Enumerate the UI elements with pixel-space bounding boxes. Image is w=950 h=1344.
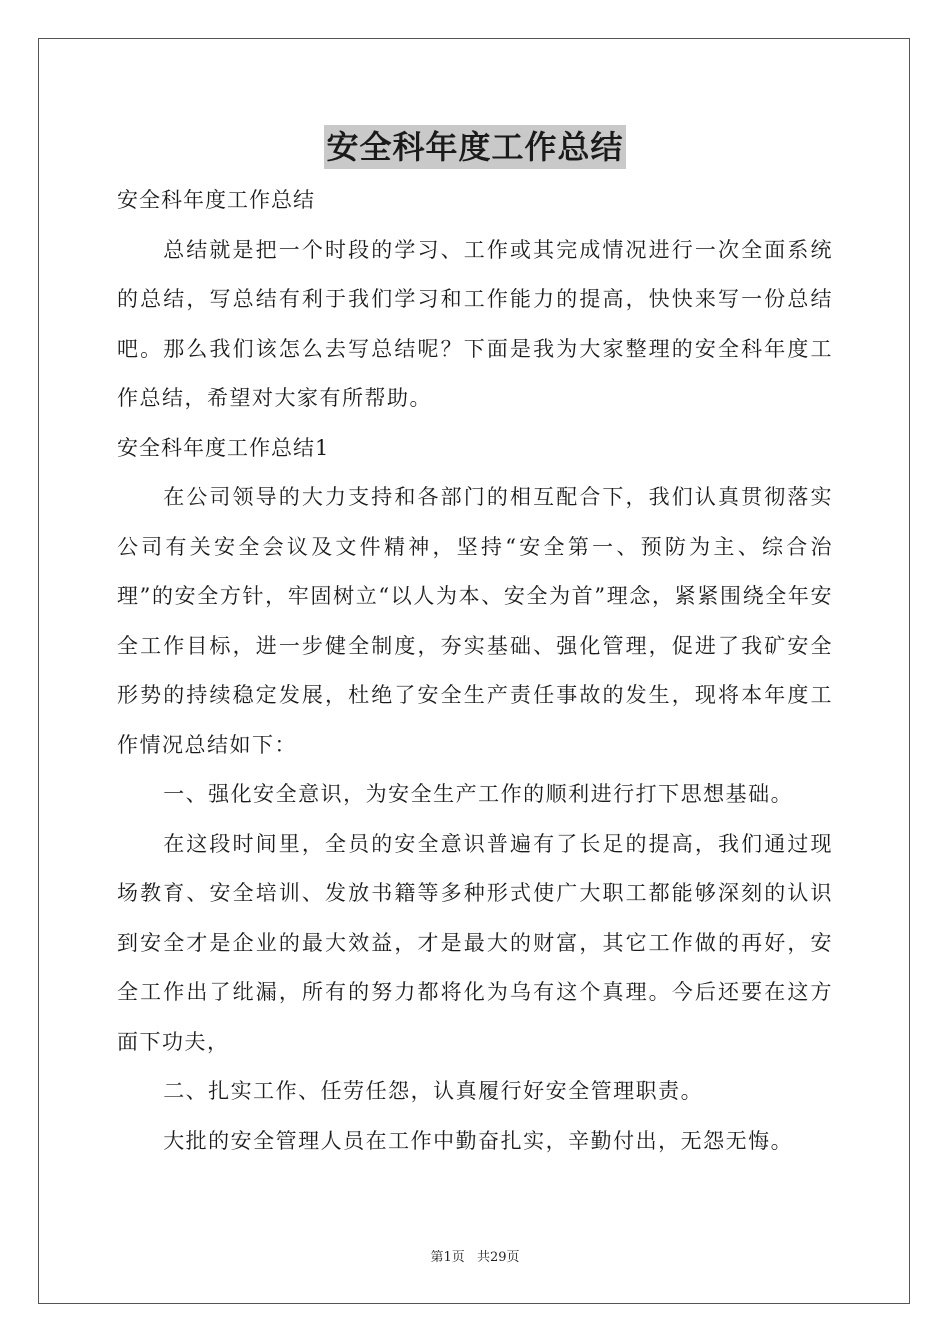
- body-paragraph: 大批的安全管理人员在工作中勤奋扎实，辛勤付出，无怨无悔。: [163, 1128, 794, 1153]
- page-footer: [0, 1246, 950, 1265]
- document-title: 安全科年度工作总结: [324, 125, 625, 169]
- point-heading: 一、强化安全意识，为安全生产工作的顺利进行打下思想基础。: [163, 782, 794, 806]
- body-paragraph: 在这段时间里，全员的安全意识普遍有了长足的提高，我们通过现场教育、安全培训、发放书籍等多种形式使广大职工都能够深刻的认识到安全才是企业的最大效益，才是最大的财富，其它工作做的再好，安全工作出了纰漏，所有的努力都将化为乌有这个真理。今后还要在这方面下功夫，: [117, 831, 833, 1054]
- point-heading: 二、扎实工作、任劳任怨，认真履行好安全管理职责。: [163, 1079, 704, 1103]
- title-wrap: [0, 125, 950, 169]
- page-number: 第1页: [430, 1250, 465, 1265]
- document-body: [117, 176, 833, 1166]
- subtitle-line: 安全科年度工作总结: [117, 188, 315, 212]
- intro-paragraph: 总结就是把一个时段的学习、工作或其完成情况进行一次全面系统的总结，写总结有利于我们学习和工作能力的提高，快快来写一份总结吧。那么我们该怎么去写总结呢？下面是我为大家整理的安全科年度工作总结，希望对大家有所帮助。: [117, 237, 833, 410]
- page-total: 共29页: [476, 1250, 520, 1265]
- section-heading: 安全科年度工作总结1: [117, 435, 330, 460]
- body-paragraph: 在公司领导的大力支持和各部门的相互配合下，我们认真贯彻落实公司有关安全会议及文件精神，坚持“安全第一、预防为主、综合治理”的安全方针，牢固树立“以人为本、安全为首”理念，紧紧围绕全年安全工作目标，进一步健全制度，夯实基础、强化管理，促进了我矿安全形势的持续稳定发展，杜绝了安全生产责任事故的发生，现将本年度工作情况总结如下：: [117, 485, 833, 757]
